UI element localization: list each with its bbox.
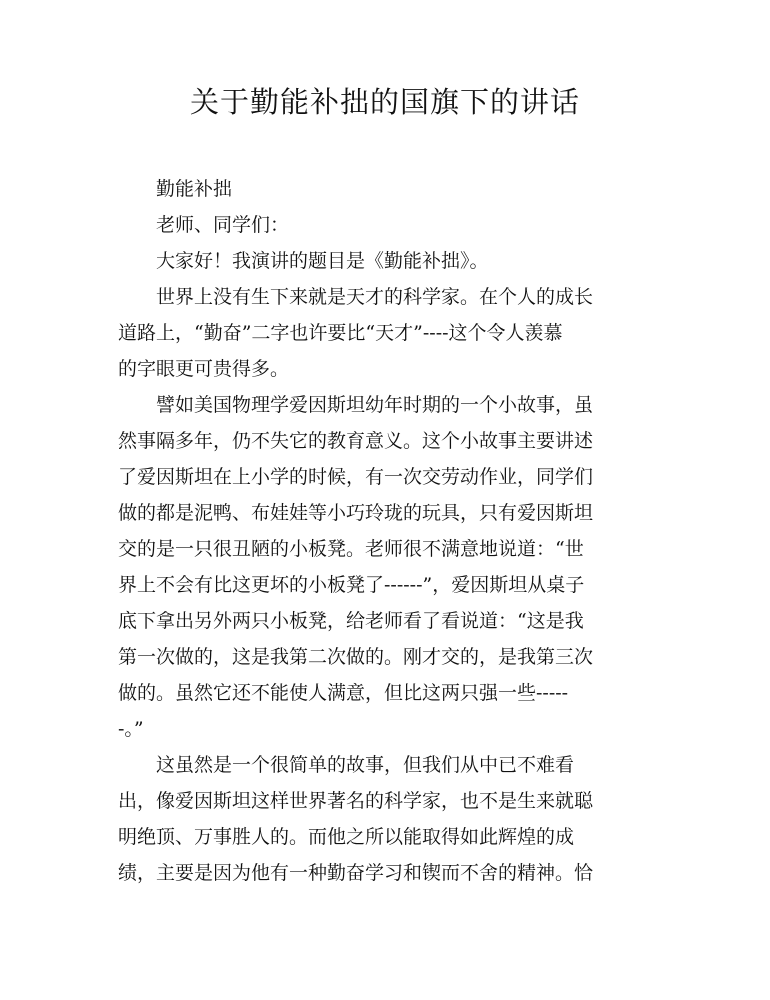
- text-line: 世界上没有生下来就是天才的科学家。在个人的成长: [156, 286, 594, 308]
- text-line: 道路上，“勤奋”二字也许要比“天才”----这个令人羡慕: [118, 322, 563, 344]
- text-line: 了爱因斯坦在上小学的时候，有一次交劳动作业，同学们: [118, 466, 594, 488]
- text-line: 大家好！我演讲的题目是《勤能补拙》。: [156, 250, 489, 272]
- paragraph: [118, 243, 650, 279]
- text-line: 譬如美国物理学爱因斯坦幼年时期的一个小故事，虽: [156, 394, 594, 416]
- text-line: 这虽然是一个很简单的故事，但我们从中已不难看: [156, 754, 575, 776]
- paragraph: [118, 387, 650, 747]
- text-line: 然事隔多年，仍不失它的教育意义。这个小故事主要讲述: [118, 430, 594, 452]
- paragraph: [118, 171, 650, 207]
- text-line: 交的是一只很丑陋的小板凳。老师很不满意地说道：“世: [118, 538, 584, 560]
- document-body: [118, 171, 650, 891]
- text-line: 勤能补拙: [156, 178, 233, 200]
- text-line: 绩，主要是因为他有一种勤奋学习和锲而不舍的精神。恰: [118, 862, 594, 884]
- text-line: 老师、同学们：: [156, 214, 290, 236]
- text-line: 做的都是泥鸭、布娃娃等小巧玲珑的玩具，只有爱因斯坦: [118, 502, 594, 524]
- text-line: -。”: [118, 718, 144, 740]
- paragraph: [118, 747, 650, 891]
- text-line: 出，像爱因斯坦这样世界著名的科学家，也不是生来就聪: [118, 790, 594, 812]
- document-title: 关于勤能补拙的国旗下的讲话: [189, 85, 580, 119]
- text-line: 底下拿出另外两只小板凳，给老师看了看说道：“这是我: [118, 610, 584, 632]
- paragraph: [118, 279, 650, 387]
- text-line: 做的。虽然它还不能使人满意，但比这两只强一些-----: [118, 682, 569, 704]
- text-line: 界上不会有比这更坏的小板凳了------”，爱因斯坦从桌子: [118, 574, 585, 596]
- text-line: 的字眼更可贵得多。: [118, 358, 290, 380]
- text-line: 明绝顶、万事胜人的。而他之所以能取得如此辉煌的成: [118, 826, 575, 848]
- text-line: 第一次做的，这是我第二次做的。刚才交的，是我第三次: [118, 646, 594, 668]
- paragraph: [118, 207, 650, 243]
